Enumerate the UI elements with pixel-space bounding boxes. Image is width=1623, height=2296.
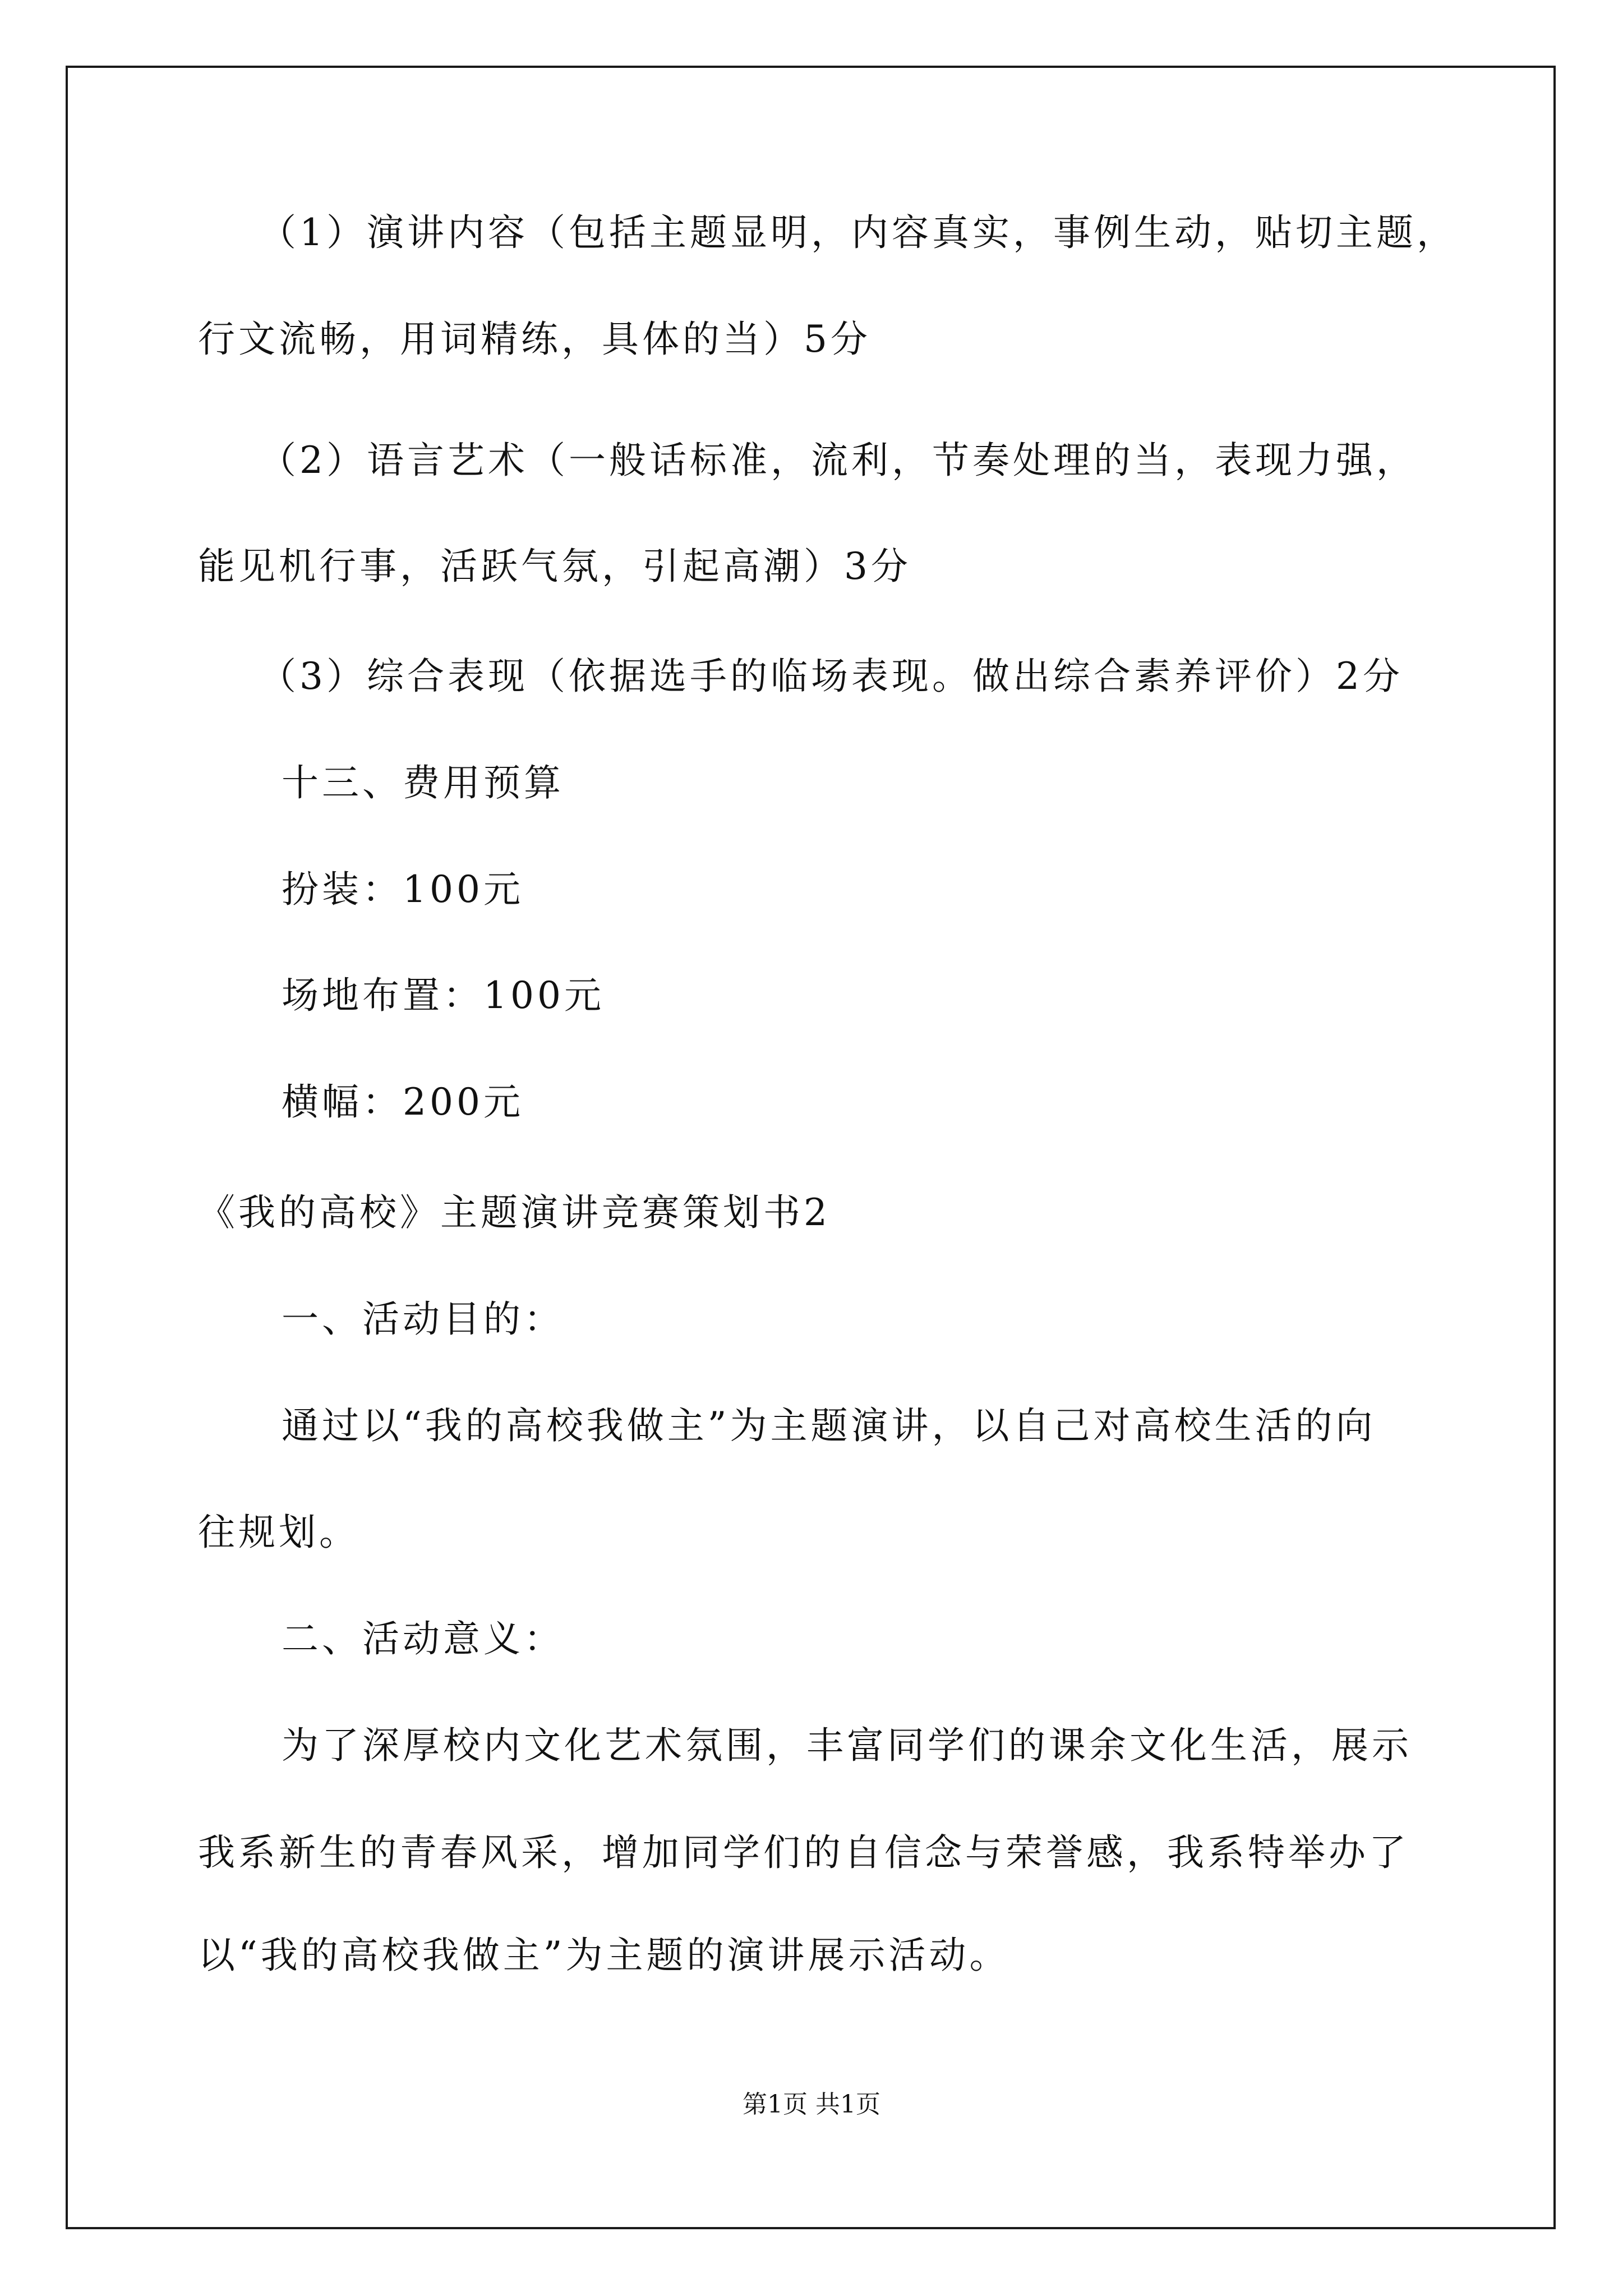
- text-line-16: 我系新生的青春风采，增加同学们的自信念与荣誉感，我系特举办了: [198, 1831, 1409, 1874]
- section-heading-budget: 十三、费用预算: [282, 761, 564, 804]
- text-line-15: 为了深厚校内文化艺术氛围，丰富同学们的课余文化生活，展示: [282, 1724, 1412, 1767]
- budget-item-costume: 扮装：100元: [282, 868, 524, 911]
- text-line-13: 往规划。: [198, 1511, 359, 1554]
- section-heading-purpose: 一、活动目的：: [282, 1297, 564, 1341]
- page-footer: 第1页 共1页: [743, 2090, 880, 2119]
- text-line-2: 行文流畅，用词精练，具体的当）5分: [198, 318, 871, 361]
- page-border: [66, 66, 1556, 2229]
- text-line-4: 能见机行事，活跃气氛，引起高潮）3分: [198, 545, 911, 588]
- budget-item-venue: 场地布置：100元: [282, 974, 605, 1017]
- text-line-17: 以“我的高校我做主”为主题的演讲展示活动。: [198, 1934, 1010, 1977]
- section-heading-significance: 二、活动意义：: [282, 1617, 564, 1660]
- text-line-3: （2）语言艺术（一般话标准，流利，节奏处理的当，表现力强，: [259, 439, 1417, 482]
- document-subtitle: 《我的高校》主题演讲竞赛策划书2: [198, 1191, 831, 1234]
- text-line-1: （1）演讲内容（包括主题显明，内容真实，事例生动，贴切主题，: [259, 211, 1457, 254]
- text-line-5: （3）综合表现（依据选手的临场表现。做出综合素养评价）2分: [259, 655, 1403, 698]
- text-line-12: 通过以“我的高校我做主”为主题演讲，以自己对高校生活的向: [282, 1404, 1376, 1447]
- budget-item-banner: 横幅：200元: [282, 1080, 524, 1124]
